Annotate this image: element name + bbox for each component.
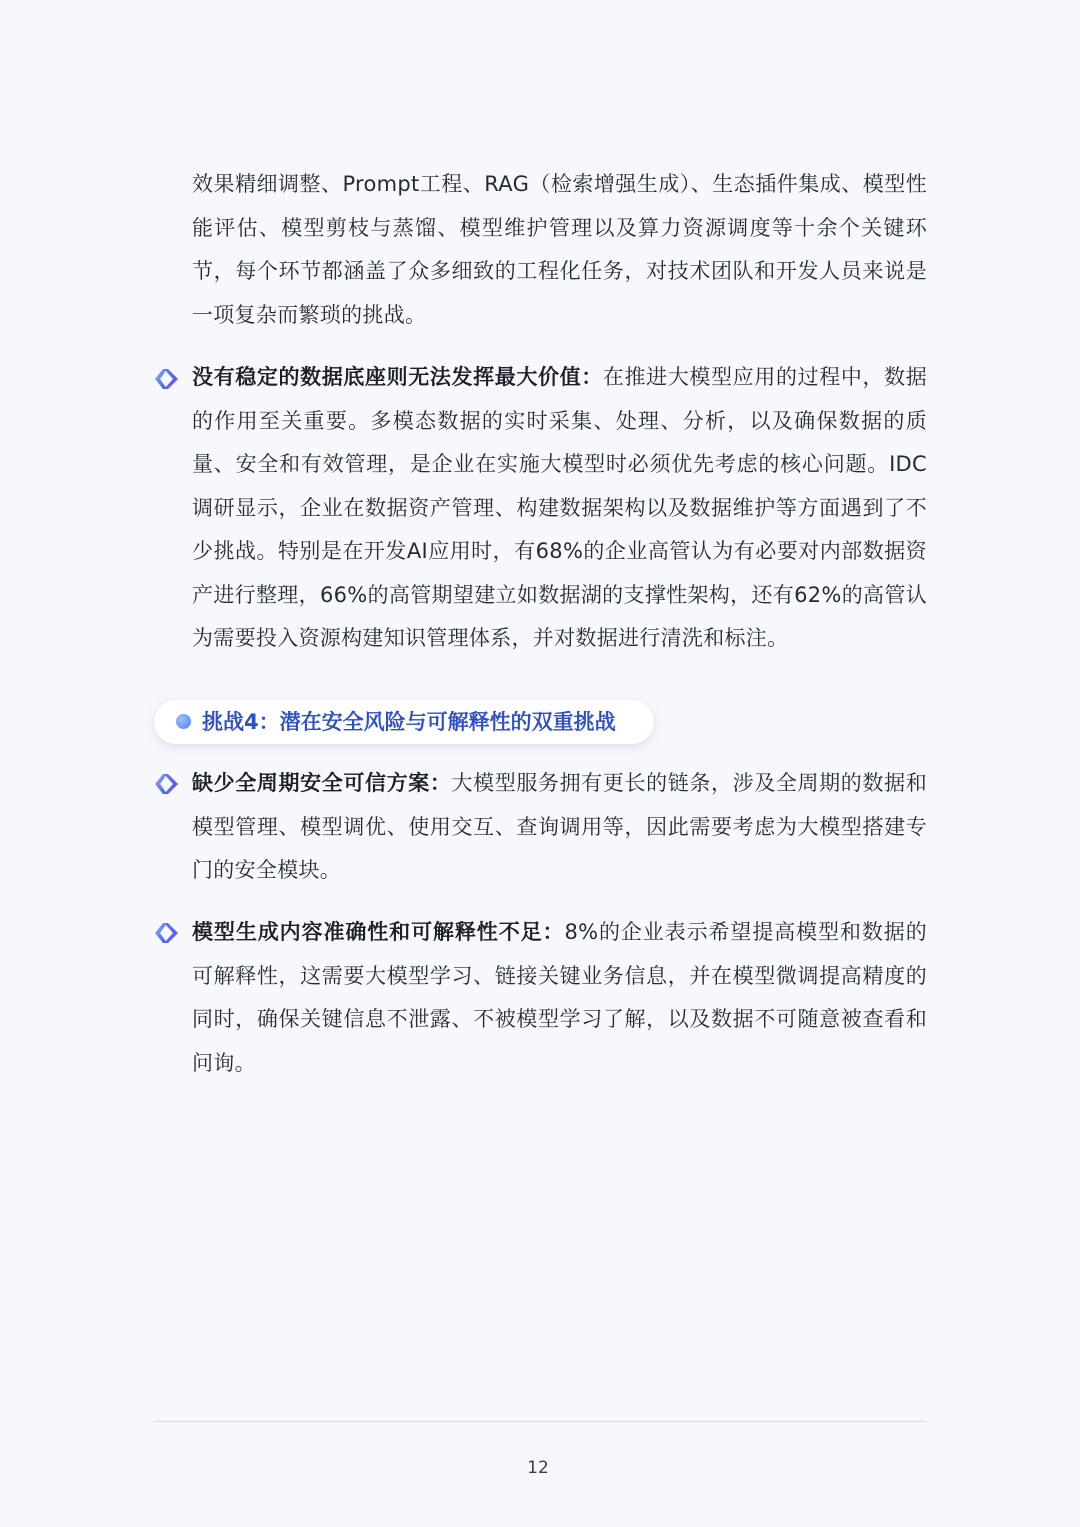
- paragraph-text: 大模型服务拥有更长的链条，涉及全周期的数据和模型管理、模型调优、使用交互、查询调用等，因此需要考虑为大模型搭建专门的安全模块。: [192, 771, 927, 882]
- footer-divider: [154, 1421, 926, 1422]
- paragraph-lead: 模型生成内容准确性和可解释性不足：: [192, 920, 565, 944]
- page-number: 12: [527, 1458, 549, 1478]
- section-badge: [154, 700, 654, 744]
- paragraph-data-foundation: [192, 356, 927, 661]
- paragraph-text: 在推进大模型应用的过程中，数据的作用至关重要。多模态数据的实时采集、处理、分析，以及确保数据的质量、安全和有效管理，是企业在实施大模型时必须优先考虑的核心问题。IDC调研显示，企业在数据资产管理、构建数据架构以及数据维护等方面遇到了不少挑战。特别是在开发AI应用时，有68%的企业高管认为有必要对内部数据资产进行整理，66%的高管期望建立如数据湖的支撑性架构，还有62%的高管认为需要投入资源构建知识管理体系，并对数据进行清洗和标注。: [192, 365, 928, 650]
- paragraph-text: 8%的企业表示希望提高模型和数据的可解释性，这需要大模型学习、链接关键业务信息，并在模型微调提高精度的同时，确保关键信息不泄露、不被模型学习了解，以及数据不可随意被查看和问询。: [192, 920, 927, 1075]
- double-chevron-right-icon: [154, 368, 180, 390]
- paragraph-text: 效果精细调整、Prompt工程、RAG（检索增强生成）、生态插件集成、模型性能评估、模型剪枝与蒸馏、模型维护管理以及算力资源调度等十余个关键环节，每个环节都涵盖了众多细致的工程化任务，对技术团队和开发人员来说是一项复杂而繁琐的挑战。: [192, 172, 927, 327]
- section-badge-label: 挑战4：潜在安全风险与可解释性的双重挑战: [202, 710, 616, 734]
- double-chevron-right-icon: [154, 773, 180, 795]
- dot-icon: [176, 714, 191, 729]
- double-chevron-right-icon: [154, 922, 180, 944]
- paragraph-lead: 缺少全周期安全可信方案：: [192, 771, 452, 795]
- paragraph-engineering-challenges: [192, 163, 927, 337]
- paragraph-explainability: [192, 911, 927, 1085]
- paragraph-lead: 没有稳定的数据底座则无法发挥最大价值：: [192, 365, 603, 389]
- paragraph-security-solution: [192, 762, 927, 893]
